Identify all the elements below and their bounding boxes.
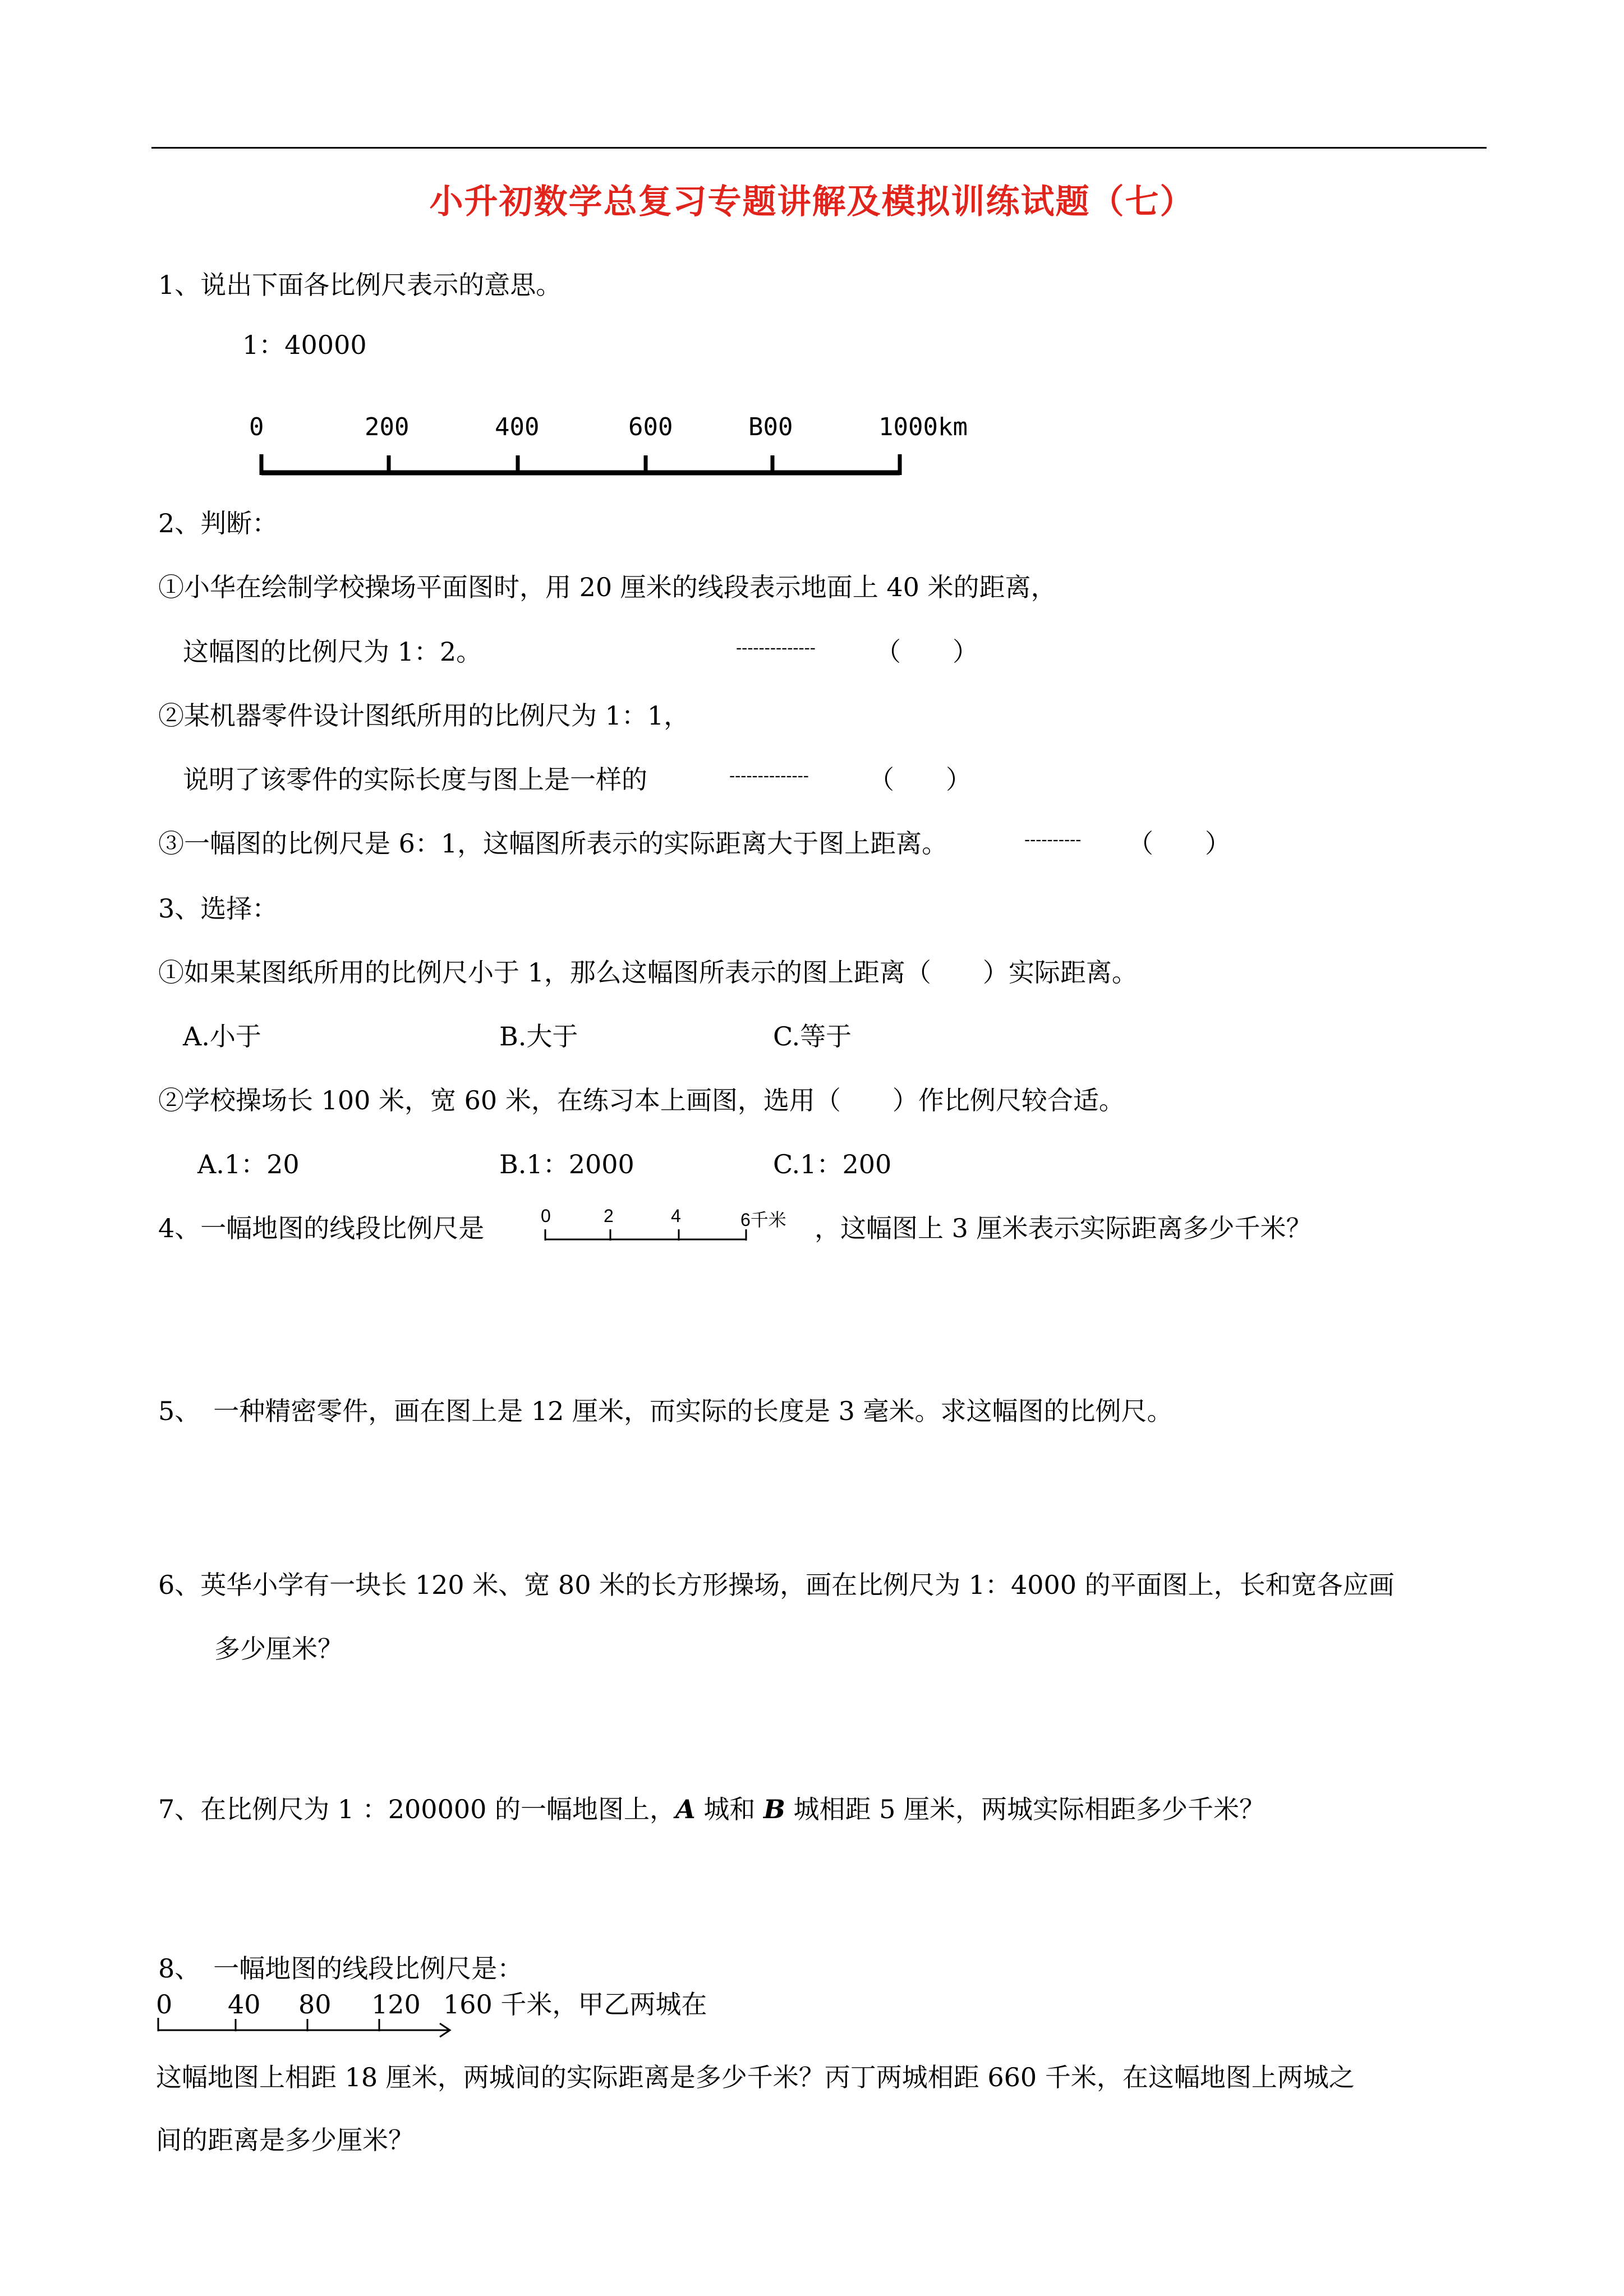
- q4-scale-label-2: 4: [671, 1206, 681, 1226]
- q3-stem: 3、选择：: [158, 893, 278, 924]
- q8-scale-label-3: 120: [371, 1989, 421, 2020]
- q8-scale-label-0: 0: [156, 1989, 173, 2020]
- q3-item1-option-a: A.小于: [183, 1021, 261, 1052]
- q2-item1-dashes: --------------: [736, 638, 816, 658]
- q8-scale-tail: 160 千米，甲乙两城在: [443, 1989, 707, 2020]
- q2-item2-line1: ②某机器零件设计图纸所用的比例尺为 1：1，: [158, 700, 690, 731]
- q1-ratio: 1：40000: [242, 330, 367, 360]
- q3-item2-option-c: C.1：200: [773, 1149, 892, 1179]
- q8-line1: 这幅地图上相距 18 厘米，两城间的实际距离是多少千米？丙丁两城相距 660 千米，在这幅地图上两城之: [156, 2062, 1355, 2092]
- q7-city-a: A: [675, 1794, 696, 1824]
- q2-item3-line: ③一幅图的比例尺是 6：1，这幅图所表示的实际距离大于图上距离。: [158, 828, 948, 859]
- q3-item2-option-a: A.1：20: [197, 1149, 300, 1179]
- q3-item1-option-b: B.大于: [499, 1021, 578, 1052]
- q3-item1: ①如果某图纸所用的比例尺小于 1，那么这幅图所表示的图上距离（ ）实际距离。: [158, 957, 1138, 988]
- q1-scale-label-0: 0: [249, 413, 264, 441]
- q4-scale-label-3: 6千米: [740, 1210, 786, 1230]
- q4-stem-before: 4、一幅地图的线段比例尺是: [158, 1213, 485, 1243]
- q2-item3-answer-parens: （ ）: [1128, 828, 1231, 859]
- q6-line1: 6、英华小学有一块长 120 米、宽 80 米的长方形操场，画在比例尺为 1：4000 的平面图上，长和宽各应画: [158, 1570, 1395, 1600]
- q2-item1-line1: ①小华在绘制学校操场平面图时，用 20 厘米的线段表示地面上 40 米的距离，: [158, 572, 1057, 602]
- q1-scale-label-5: 1000km: [878, 413, 968, 441]
- q8-stem: 8、 一幅地图的线段比例尺是：: [158, 1953, 523, 1984]
- q2-item1-answer-parens: （ ）: [875, 637, 978, 667]
- q4-stem-after: ，这幅图上 3 厘米表示实际距离多少千米？: [815, 1213, 1312, 1243]
- q7-part3: 城相距 5 厘米，两城实际相距多少千米？: [785, 1794, 1265, 1824]
- q1-scale-label-3: 600: [628, 413, 673, 441]
- q3-item2: ②学校操场长 100 米，宽 60 米，在练习本上画图，选用（ ）作比例尺较合适。: [158, 1085, 1125, 1115]
- q8-line2: 间的距离是多少厘米？: [156, 2125, 414, 2155]
- q6-line2: 多少厘米？: [214, 1634, 343, 1664]
- q3-item1-option-c: C.等于: [773, 1021, 852, 1052]
- q2-item3-dashes: ----------: [1024, 830, 1082, 850]
- page-title: 小升初数学总复习专题讲解及模拟训练试题（七）: [429, 182, 1195, 222]
- q4-scale-label-1: 2: [604, 1206, 614, 1226]
- q3-item2-option-b: B.1：2000: [499, 1149, 634, 1179]
- q2-item2-answer-parens: （ ）: [868, 764, 972, 795]
- q7-part2: 城和: [695, 1794, 763, 1824]
- q7-part1: 7、在比例尺为 1 ：200000 的一幅地图上，: [158, 1794, 675, 1824]
- q1-scale-label-2: 400: [495, 413, 540, 441]
- q8-scale-label-2: 80: [298, 1989, 332, 2020]
- q2-item2-line2: 说明了该零件的实际长度与图上是一样的: [183, 764, 647, 795]
- q5-stem: 5、 一种精密零件，画在图上是 12 厘米，而实际的长度是 3 毫米。求这幅图的比例尺。: [158, 1396, 1173, 1426]
- q2-item1-line2: 这幅图的比例尺为 1：2。: [183, 637, 482, 667]
- q1-stem: 1、说出下面各比例尺表示的意思。: [158, 270, 562, 300]
- q2-item2-dashes: --------------: [729, 766, 809, 786]
- q2-stem: 2、判断：: [158, 508, 278, 538]
- q7-city-b: B: [763, 1794, 785, 1824]
- q4-scale-label-0: 0: [541, 1206, 551, 1226]
- q1-scale-label-4: B00: [748, 413, 793, 441]
- q8-scale-label-1: 40: [228, 1989, 261, 2020]
- q1-scale-label-1: 200: [365, 413, 410, 441]
